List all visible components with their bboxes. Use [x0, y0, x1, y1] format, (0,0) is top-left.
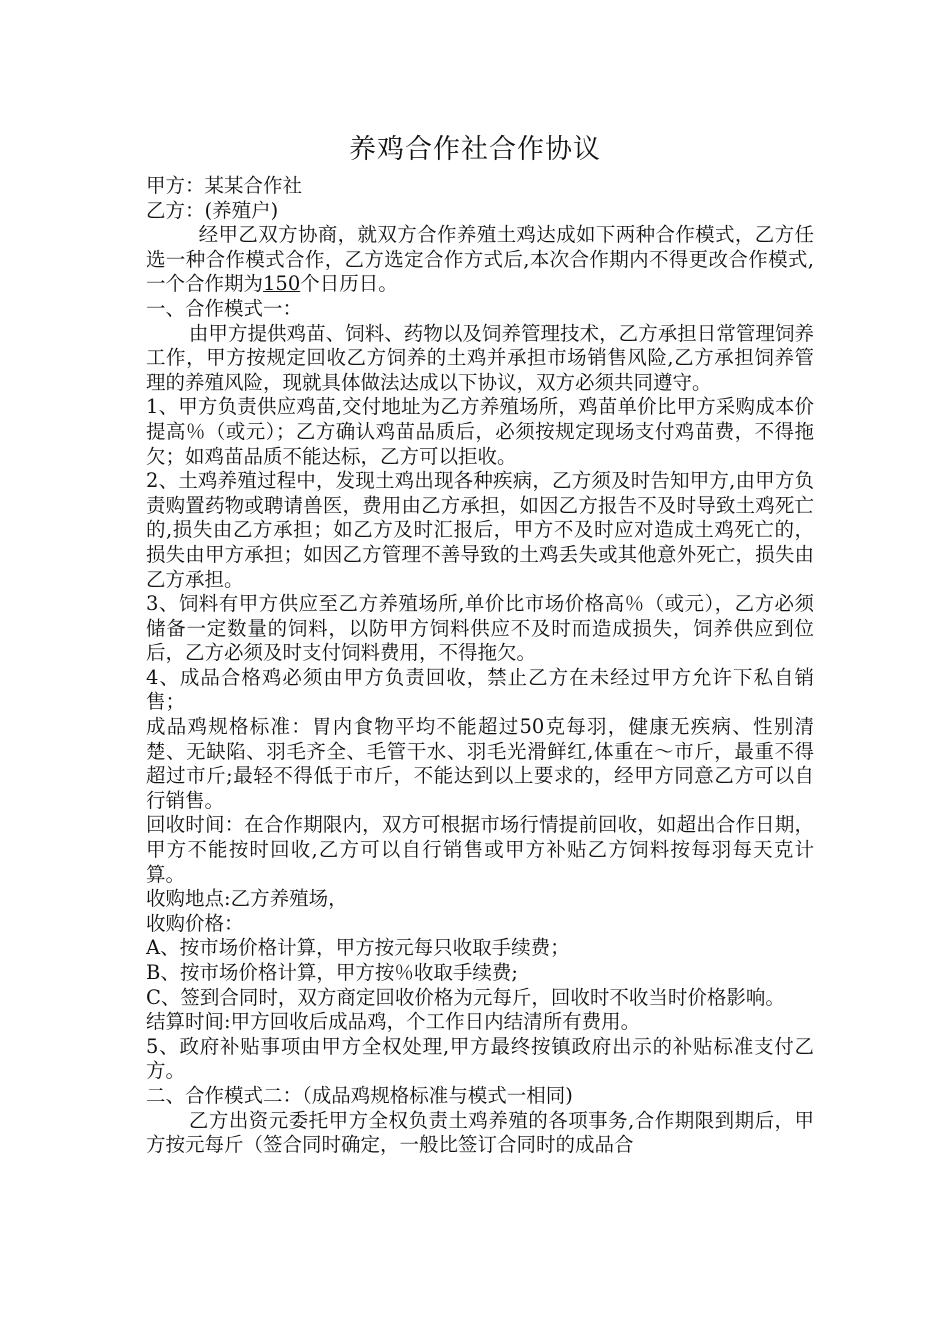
party-a: 甲方：某某合作社 [146, 174, 303, 197]
price-option-c: C、签到合同时，双方商定回收价格为元每斤，回收时不收当时价格影响。 [146, 985, 785, 1009]
mode-two-heading: 二、合作模式二：（成品鸡规格标准与模式一相同) [146, 1083, 573, 1107]
document-body [146, 174, 814, 1158]
party-b: 乙方：(养殖户) [146, 198, 279, 222]
clause-five: 5、政府补贴事项由甲方全权处理,甲方最终按镇政府出示的补贴标准支付乙方。 [146, 1034, 814, 1083]
clause-four: 4、成品合格鸡必须由甲方负责回收，禁止乙方在未经过甲方允许下私自销售； [146, 665, 814, 714]
intro-paragraph [146, 223, 814, 297]
cooperation-period-days: 150 [263, 272, 301, 296]
intro-text-after: 个日历日。 [300, 272, 398, 296]
product-spec: 成品鸡规格标准：胃内食物平均不能超过50克每羽，健康无疾病、性别清楚、无缺陷、羽毛齐全、毛管干水、羽毛光滑鲜红,体重在～市斤，最重不得超过市斤;最轻不得低于市斤，不能达到以上要求的，经甲方同意乙方可以自行销售。 [146, 715, 814, 812]
recovery-time: 回收时间：在合作期限内，双方可根据市场行情提前回收，如超出合作日期，甲方不能按时回收,乙方可以自行销售或甲方补贴乙方饲料按每羽每天克计算。 [146, 813, 814, 886]
settlement-time: 结算时间:甲方回收后成品鸡，个工作日内结清所有费用。 [146, 1010, 641, 1034]
mode-two-intro: 乙方出资元委托甲方全权负责土鸡养殖的各项事务,合作期限到期后，甲方按元每斤（签合同时确定，一般比签订合同时的成品合 [146, 1108, 814, 1157]
clause-one: 1、甲方负责供应鸡苗,交付地址为乙方养殖场所，鸡苗单价比甲方采购成本价提高％（或元）；乙方确认鸡苗品质后，必须按规定现场支付鸡苗费，不得拖欠；如鸡苗品质不能达标，乙方可以拒收。 [146, 395, 814, 468]
mode-one-heading: 一、合作模式一： [146, 296, 303, 320]
price-option-a: A、按市场价格计算，甲方按元每只收取手续费； [146, 936, 570, 960]
clause-three: 3、饲料有甲方供应至乙方养殖场所,单价比市场价格高％（或元），乙方必须储备一定数量的饲料，以防甲方饲料供应不及时而造成损失，饲养供应到位后，乙方必须及时支付饲料费用，不得拖欠。 [146, 592, 814, 665]
document-title: 养鸡合作社合作协议 [349, 134, 601, 165]
mode-one-intro: 由甲方提供鸡苗、饲料、药物以及饲养管理技术，乙方承担日常管理饲养工作，甲方按规定回收乙方饲养的土鸡并承担市场销售风险,乙方承担饲养管理的养殖风险，现就具体做法达成以下协议，双方必须共同遵守。 [146, 321, 814, 394]
price-option-b: B、按市场价格计算，甲方按％收取手续费; [146, 961, 518, 984]
purchase-price-heading: 收购价格： [146, 911, 244, 935]
clause-two: 2、土鸡养殖过程中，发现土鸡出现各种疾病，乙方须及时告知甲方,由甲方负责购置药物或聘请兽医，费用由乙方承担，如因乙方报告不及时导致土鸡死亡的,损失由乙方承担；如乙方及时汇报后，甲方不及时应对造成土鸡死亡的，损失由甲方承担；如因乙方管理不善导致的土鸡丢失或其他意外死亡，损失由乙方承担。 [146, 469, 814, 591]
intro-text-before: 经甲乙双方协商，就双方合作养殖土鸡达成如下两种合作模式，乙方任选一种合作模式合作，乙方选定合作方式后,本次合作期内不得更改合作模式,一个合作期为 [146, 223, 814, 296]
purchase-location: 收购地点:乙方养殖场， [146, 887, 348, 911]
